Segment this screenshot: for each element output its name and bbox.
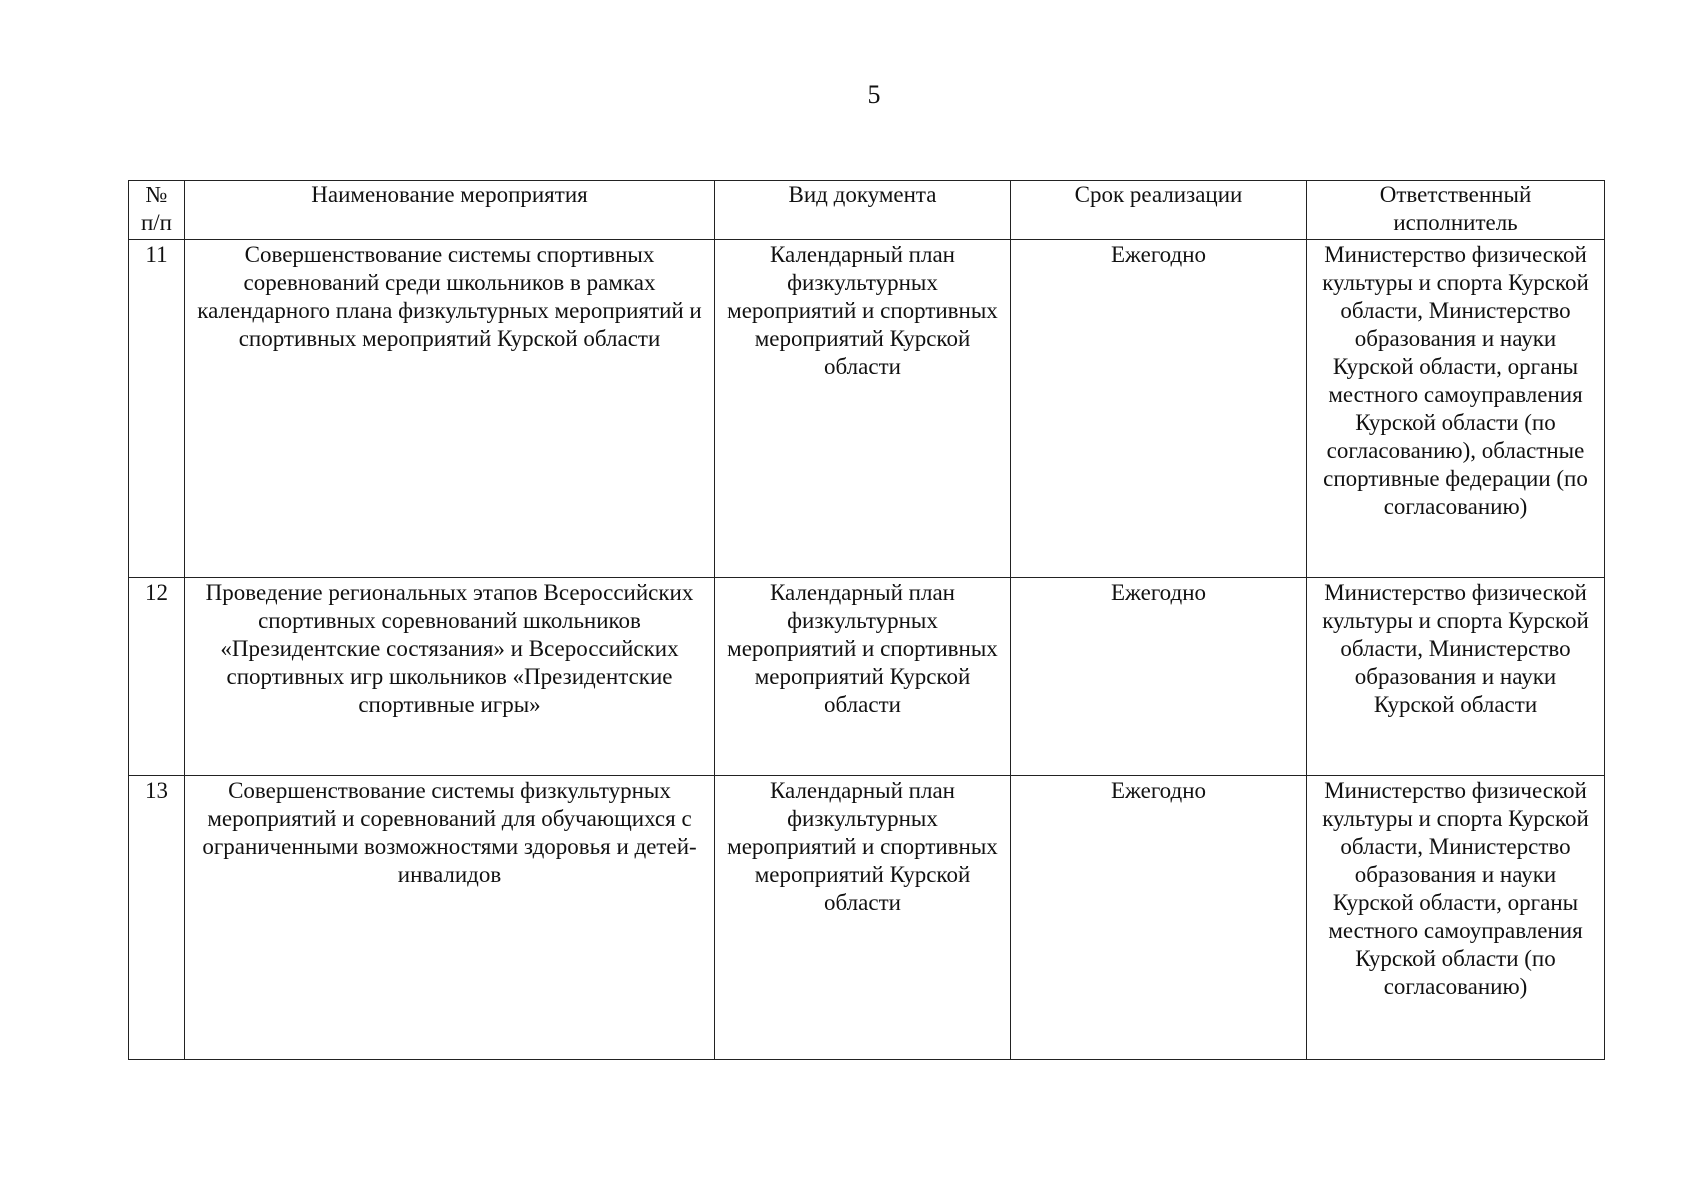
- row-responsible: Министерство физической культуры и спорта Курской области, Министерство образования и науки Курской области, органы местного самоуправления Курской области (по согласованию): [1307, 776, 1605, 1060]
- table-row: [129, 240, 1605, 578]
- table-row: [129, 578, 1605, 776]
- table-header-row: [129, 181, 1605, 240]
- row-name: Совершенствование системы спортивных соревнований среди школьников в рамках календарного плана физкультурных мероприятий и спортивных мероприятий Курской области: [185, 240, 715, 578]
- row-doc-type: Календарный план физкультурных мероприятий и спортивных мероприятий Курской области: [715, 578, 1011, 776]
- row-name: Проведение региональных этапов Всероссийских спортивных соревнований школьников «Президентские состязания» и Всероссийских спортивных игр школьников «Президентские спортивные игры»: [185, 578, 715, 776]
- header-num-line2: п/п: [140, 210, 172, 235]
- header-doc-type: Вид документа: [715, 181, 1011, 240]
- row-num: 11: [129, 240, 185, 578]
- header-responsible: [1307, 181, 1605, 240]
- header-num-line1: №: [145, 182, 168, 207]
- row-responsible: Министерство физической культуры и спорта Курской области, Министерство образования и науки Курской области, органы местного самоуправления Курской области (по согласованию), областные спортивные федерации (по согласованию): [1307, 240, 1605, 578]
- row-doc-type: Календарный план физкультурных мероприятий и спортивных мероприятий Курской области: [715, 776, 1011, 1060]
- header-responsible-line1: Ответственный: [1379, 182, 1532, 207]
- row-term: Ежегодно: [1011, 776, 1307, 1060]
- row-doc-type: Календарный план физкультурных мероприятий и спортивных мероприятий Курской области: [715, 240, 1011, 578]
- header-responsible-line2: исполнитель: [1393, 210, 1518, 235]
- row-name: Совершенствование системы физкультурных мероприятий и соревнований для обучающихся с ограниченными возможностями здоровья и детей-инвалидов: [185, 776, 715, 1060]
- header-term: Срок реализации: [1011, 181, 1307, 240]
- row-num: 13: [129, 776, 185, 1060]
- events-table: [128, 180, 1605, 1060]
- row-num: 12: [129, 578, 185, 776]
- row-term: Ежегодно: [1011, 578, 1307, 776]
- table-row: [129, 776, 1605, 1060]
- page-number: 5: [867, 80, 881, 109]
- row-responsible: Министерство физической культуры и спорта Курской области, Министерство образования и науки Курской области: [1307, 578, 1605, 776]
- header-name: Наименование мероприятия: [185, 181, 715, 240]
- header-num: [129, 181, 185, 240]
- row-term: Ежегодно: [1011, 240, 1307, 578]
